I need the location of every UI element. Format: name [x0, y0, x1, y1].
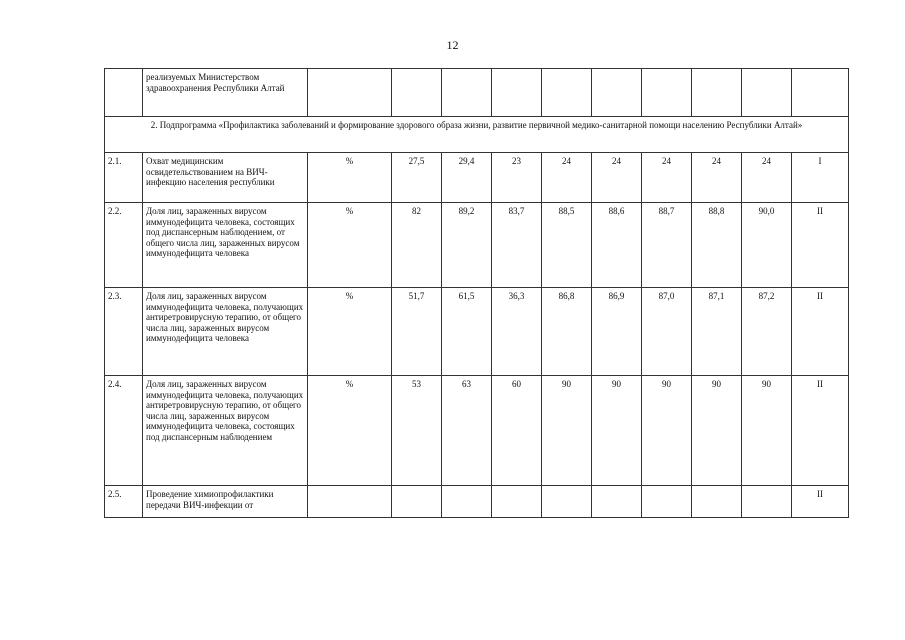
table-row — [105, 376, 849, 486]
cell-unit — [308, 486, 392, 518]
cell-value: 60 — [492, 376, 542, 486]
cell-value: 90,0 — [742, 203, 792, 288]
table-row — [105, 203, 849, 288]
cell-value — [392, 486, 442, 518]
cell-value: 24 — [692, 153, 742, 203]
cell-value: 83,7 — [492, 203, 542, 288]
cell-category: II — [792, 203, 849, 288]
cell-value: 90 — [742, 376, 792, 486]
cell-num: 2.4. — [105, 376, 143, 486]
cell-value: 88,5 — [542, 203, 592, 288]
cell-category: II — [792, 288, 849, 376]
cell-num: 2.1. — [105, 153, 143, 203]
cell-unit: % — [308, 203, 392, 288]
cell-value: 27,5 — [392, 153, 442, 203]
cell-category: II — [792, 376, 849, 486]
indicators-table — [104, 68, 849, 518]
cell-value — [442, 486, 492, 518]
cell-name: Доля лиц, зараженных вирусом иммунодефицита человека, состоящих под диспансерным наблюдением, от общего числа лиц, зараженных вирусом иммунодефицита человека — [143, 203, 308, 288]
cell-value: 24 — [592, 153, 642, 203]
cell-value: 90 — [642, 376, 692, 486]
cell-value: 63 — [442, 376, 492, 486]
table-row-continuation — [105, 69, 849, 117]
cell-value: 29,4 — [442, 153, 492, 203]
cell-value: 90 — [592, 376, 642, 486]
cell-num — [105, 69, 143, 117]
cell-value: 88,8 — [692, 203, 742, 288]
cell-name: Доля лиц, зараженных вирусом иммунодефицита человека, получающих антиретровирусную терапию, от общего числа лиц, зараженных вирусом иммунодефицита человека, состоящих под диспансерным наблюдением — [143, 376, 308, 486]
section-title: 2. Подпрограмма «Профилактика заболеваний и формирование здорового образа жизни, развитие первичной медико-санитарной помощи населению Республики Алтай» — [105, 117, 849, 153]
cell-value: 90 — [692, 376, 742, 486]
cell-value — [742, 486, 792, 518]
cell-name: Доля лиц, зараженных вирусом иммунодефицита человека, получающих антиретровирусную терапию, от общего числа лиц, зараженных вирусом иммунодефицита человека — [143, 288, 308, 376]
cell-value — [692, 486, 742, 518]
cell-value: 61,5 — [442, 288, 492, 376]
cell-unit: % — [308, 153, 392, 203]
cell-value: 53 — [392, 376, 442, 486]
cell-value: 82 — [392, 203, 442, 288]
section-row — [105, 117, 849, 153]
cell-num: 2.5. — [105, 486, 143, 518]
cell-value — [542, 486, 592, 518]
cell-value — [642, 486, 692, 518]
cell-value: 87,0 — [642, 288, 692, 376]
cell-value: 24 — [742, 153, 792, 203]
cell-value — [492, 486, 542, 518]
cell-num: 2.2. — [105, 203, 143, 288]
cell-value: 23 — [492, 153, 542, 203]
cell-name: реализуемых Министерством здравоохранения Республики Алтай — [143, 69, 308, 117]
cell-value: 36,3 — [492, 288, 542, 376]
table-row — [105, 153, 849, 203]
cell-value: 86,9 — [592, 288, 642, 376]
cell-value: 24 — [642, 153, 692, 203]
cell-value: 87,1 — [692, 288, 742, 376]
cell-value: 88,6 — [592, 203, 642, 288]
cell-value: 24 — [542, 153, 592, 203]
cell-category: I — [792, 153, 849, 203]
cell-name: Проведение химиопрофилактики передачи ВИЧ-инфекции от — [143, 486, 308, 518]
table-row — [105, 288, 849, 376]
cell-value: 51,7 — [392, 288, 442, 376]
page-number: 12 — [446, 38, 459, 52]
cell-value: 90 — [542, 376, 592, 486]
cell-value — [592, 486, 642, 518]
cell-value: 86,8 — [542, 288, 592, 376]
cell-unit: % — [308, 376, 392, 486]
cell-value: 88,7 — [642, 203, 692, 288]
table-row — [105, 486, 849, 518]
cell-value: 89,2 — [442, 203, 492, 288]
cell-unit: % — [308, 288, 392, 376]
cell-name: Охват медицинским освидетельствованием на ВИЧ-инфекцию населения республики — [143, 153, 308, 203]
cell-value: 87,2 — [742, 288, 792, 376]
cell-num: 2.3. — [105, 288, 143, 376]
cell-category: II — [792, 486, 849, 518]
